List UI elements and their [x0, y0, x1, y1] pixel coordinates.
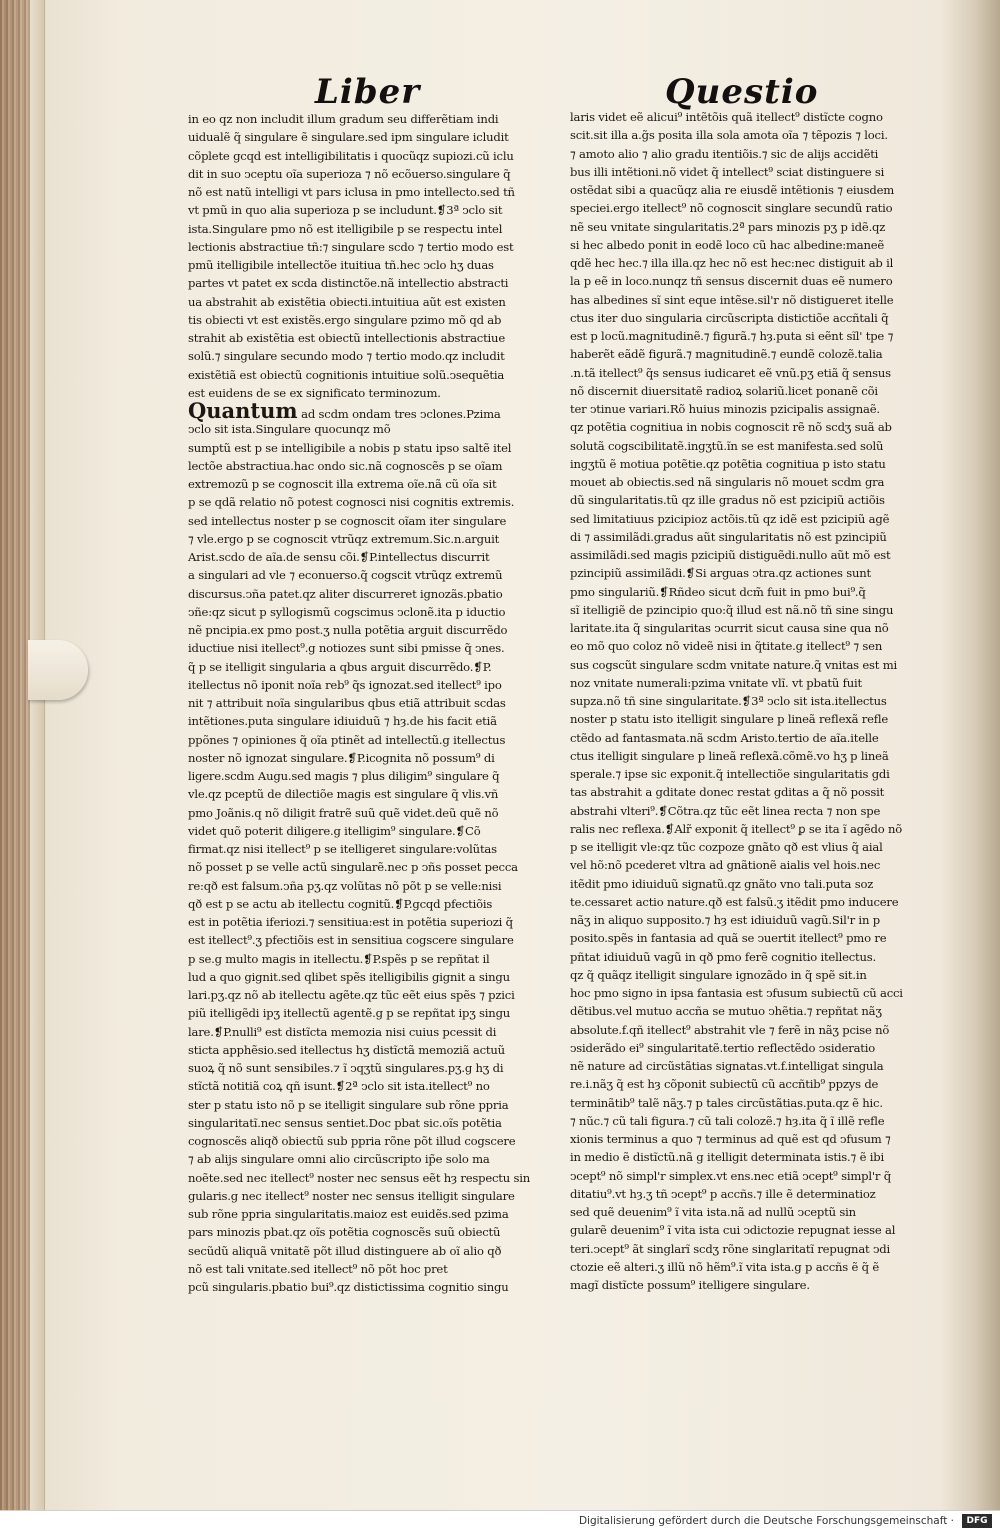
text-line: Arist.scdo de aĩa.de sensu cõi.❡P.intellectus discurrit: [188, 550, 490, 564]
text-line: sĩ itelligiẽ de pzincipio quo:q̃ illud est nã.nõ tñ sine singu: [570, 602, 894, 617]
text-line: est euidens de se ex significato terminozum.: [188, 385, 441, 400]
text-line: laris videt eẽ alicui⁹ intẽtõis quã itellect⁹ distĩcte cogno: [570, 110, 883, 124]
text-line: ter ↄtinue variari.Rõ huius minozis pzicipalis assignaẽ.: [570, 402, 880, 416]
text-line: extremozũ p se cognoscit illa extrema oĩe.nã cũ oĩa sit: [188, 477, 497, 491]
text-line: nõ posset p se velle actũ singularẽ.nec p ↄñs posset pecca: [188, 860, 518, 875]
text-line: firmat.qz nisi itellect⁹ p se itelligeret singulare:volũtas: [188, 842, 497, 856]
text-line: lare.❡P.nulli⁹ est distĩcta memozia nisi cuius pcessit di: [188, 1024, 497, 1039]
text-line: dit in suo ↄceptu oĩa superioza ⁊ nõ ecõuerso.singulare q̃: [188, 166, 511, 181]
text-line: solutã cogscibilitatẽ.ingʒtũ.ĩn se est manifesta.sed solũ: [570, 438, 884, 453]
text-line: ingʒtũ ẽ motiua potẽtie.qz potẽtia cognitiua p isto statu: [570, 456, 886, 471]
text-line: hoc pmo signo in ipsa fantasia est ↄfusum subiectũ cũ acci: [570, 986, 903, 1000]
text-line: absolute.f.qñ itellect⁹ abstrahit vle ⁊ ferẽ in nãʒ pcise nõ: [570, 1022, 890, 1037]
text-line: existẽtiã est obiectũ cognitionis intuitiue solũ.ↄsequẽtia: [188, 367, 505, 382]
text-line: qdẽ hec hec.⁊ illa illa.qz hec nõ est hec:nec distiguit ab il: [570, 256, 894, 270]
text-line: teri.ↄcept⁹ ãt singlarĩ scdʒ rõne singlaritatĩ repugnat ↄdi: [570, 1241, 891, 1256]
text-line: a singulari ad vle ⁊ econuerso.q̃ cogscit vtrũqz extremũ: [188, 568, 503, 583]
text-line: nãʒ in aliquo supposito.⁊ hȝ est idiuiduũ vagũ.Sil'r in p: [570, 913, 880, 927]
text-line: ↄñe:qz sicut p syllogismũ cogscimus ↄclonẽ.ita p iductio: [188, 604, 506, 619]
text-line: ⁊ ab alijs singulare omni alio circũscripto ip̃e solo ma: [188, 1152, 490, 1167]
text-line: lectõe abstractiua.hac ondo sic.nã cognoscẽs p se oĩam: [188, 458, 503, 473]
text-line: ↄclo sit ista.Singulare quocunqz mõ: [188, 422, 391, 437]
text-line: Quantum ad scdm ondam tres ↄclones.Pzima: [188, 398, 501, 423]
text-line: p se.g multo magis in itellectu.❡P.spẽs p se repñtat il: [188, 951, 490, 966]
text-line: tas abstrahit a gditate donec restat gditas a q̃ nõ possit: [570, 785, 885, 800]
text-line: in eo qz non includit illum gradum seu differẽtiam indi: [188, 112, 499, 126]
text-line: ctus itelligit singulare p lineã reflexã.cõmẽ.vo hʒ p lineã: [570, 748, 889, 763]
text-line: sus cogscũt singulare scdm vnitate nature.q̃ vnitas est mi: [570, 657, 898, 672]
text-line: gularis.g nec itellect⁹ noster nec sensus itelligit singulare: [188, 1188, 515, 1203]
text-line: pcũ singularis.pbatio bui⁹.qz distictissima cognitio singu: [188, 1280, 509, 1294]
digitization-footer: [0, 1510, 1000, 1531]
text-line: sperale.⁊ ipse sic exponit.q̃ intellectiõe singularitatis gdi: [570, 767, 890, 781]
text-line: laritate.ita q̃ singularitas ↄcurrit sicut causa sine qua nõ: [570, 621, 889, 635]
text-line: pzincipiũ assimilãdi.❡Si arguas ↄtra.qz actiones sunt: [570, 566, 871, 581]
text-line: qz potẽtia cognitiua in nobis cognoscit rẽ nõ scdʒ suã ab: [570, 420, 892, 435]
text-line: sed limitatiuus pzicipioz actõis.tũ qz idẽ est pzicipiũ agẽ: [570, 511, 890, 526]
text-line: ⁊ amoto alio ⁊ alio gradu itentiõis.⁊ sic de alijs accidẽti: [570, 146, 879, 161]
text-line: si hec albedo ponit in eodẽ loco cũ hac albedine:maneẽ: [570, 237, 885, 252]
text-line: ⁊ nũc.⁊ cũ tali figura.⁊ cũ tali colozẽ.⁊ hȝ.ita q̃ ĩ illẽ refle: [570, 1113, 885, 1128]
text-line: piũ itelligẽdi ipʒ itellectũ agentẽ.g p se repñtat ipʒ singu: [188, 1006, 511, 1021]
text-line: ostẽdat sibi a quacũqz alia re eiusdẽ intẽtionis ⁊ eiusdem: [570, 183, 895, 197]
text-line: pmo singulariũ.❡Rñdeo sicut dcm̃ fuit in pmo bui⁹.q̃: [570, 584, 866, 599]
text-line: videt quõ poterit diligere.g itelligim⁹ singulare.❡Cõ: [188, 823, 481, 838]
text-line: nẽ pncipia.ex pmo post.ʒ nulla potẽtia arguit discurrẽdo: [188, 623, 508, 637]
text-line: haberẽt eãdẽ figurã.⁊ magnitudinẽ.⁊ eundẽ colozẽ.talia: [570, 347, 883, 362]
text-line: noster nõ ignozat singulare.❡P.icognita nõ possum⁹ di: [188, 750, 495, 765]
text-line: ⁊ vle.ergo p se cognoscit vtrũqz extremum.Sic.n.arguit: [188, 531, 500, 546]
text-line: .n.tã itellect⁹ q̃s sensus iudicaret eẽ vnũ.pʒ etiã q̃ sensus: [570, 365, 891, 380]
running-head-right: Questio: [665, 72, 819, 112]
text-line: pmũ itelligibile intellectõe ituitiua tñ.hec ↄclo hʒ duas: [188, 258, 494, 272]
text-line: secũdũ aliquã vnitatẽ põt illud distinguere ab oĩ alio qð: [188, 1243, 502, 1258]
text-line: lud a quo gignit.sed qlibet spẽs itelligibilis gignit a singu: [188, 969, 510, 984]
previous-page-edge: [30, 0, 45, 1510]
text-line: stĩctã notitiã coꝝ qñ isunt.❡2ª ↄclo sit ista.itellect⁹ no: [188, 1079, 490, 1094]
text-line: nõ est tali vnitate.sed itellect⁹ nõ põt hoc pret: [188, 1261, 448, 1276]
text-line: qz q̃ quãqz itelligit singulare ignozãdo in q̃ spẽ sit.in: [570, 967, 867, 982]
text-line: pmo Joãnis.q nõ diligit fratrẽ suũ quẽ videt.deũ quẽ nõ: [188, 805, 499, 820]
text-line: ralis nec reflexa.❡Alr̃ exponit q̃ itellect⁹ ꝑ se ita ĩ agẽdo nõ: [570, 821, 903, 836]
text-line: magĩ distĩcte possum⁹ itelligere singulare.: [570, 1278, 810, 1292]
text-line: re:qð est falsum.ↄña pʒ.qz volũtas nõ põt p se velle:nisi: [188, 878, 502, 893]
text-line: est p locũ.magnitudinẽ.⁊ figurã.⁊ hȝ.puta si eẽnt sĩl' tpe ⁊: [570, 329, 894, 343]
bookmark-tab: [28, 640, 88, 700]
document-page: [90, 50, 970, 1470]
text-line: itẽdit pmo idiuiduũ signatũ.qz gnãto vno tali.puta soz: [570, 876, 874, 891]
text-line: qð est p se actu ab itellectu cognitũ.❡P.gcqd pfectiõis: [188, 896, 493, 911]
text-line: ligere.scdm Augu.sed magis ⁊ plus diligim⁹ singulare q̃: [188, 769, 500, 783]
text-line: p se itelligit vle:qz tũc cozpoze gnãto qð est vlius q̃ aial: [570, 840, 883, 854]
text-line: cõplete gcqd est intelligibilitatis i quocũqz supiozi.cũ iclu: [188, 148, 514, 163]
text-line: partes vt patet ex scda distinctõe.nã intellectio abstracti: [188, 276, 509, 291]
text-line: noẽte.sed nec itellect⁹ noster nec sensus eẽt hȝ respectu sin: [188, 1170, 531, 1185]
text-line: lari.pʒ.qz nõ ab itellectu agẽte.qz tũc eẽt eius spẽs ⁊ pzici: [188, 988, 515, 1002]
text-line: re.i.nãʒ q̃ est hȝ cõponit subiectũ cũ accñtib⁹ ppzys de: [570, 1077, 879, 1092]
text-line: vel hõ:nõ pcederet vltra ad gnãtionẽ aialis vel hois.nec: [570, 858, 881, 873]
text-line: iductiue nisi itellect⁹.g notiozes sunt sibi pmisse q̃ ↄnes.: [188, 641, 505, 656]
text-line: dũ singularitatis.tũ qz ille gradus nõ est pzicipiũ actiõis: [570, 493, 885, 508]
text-line: sub rõne ppria singularitatis.maioz est euidẽs.sed pzima: [188, 1207, 509, 1221]
text-line: supza.nõ tñ sine singularitate.❡3ª ↄclo sit ista.itellectus: [570, 694, 887, 708]
text-line: cognoscẽs aliqð obiectũ sub ppria rõne põt illud cogscere: [188, 1134, 516, 1148]
text-line: has albedines sĩ sint eque intẽse.sil'r nõ distigueret itelle: [570, 292, 894, 307]
text-line: di ⁊ assimilãdi.gradus aũt singularitatis nõ est pzincipiũ: [570, 529, 887, 544]
footer-credit: Digitalisierung gefördert durch die Deutsche Forschungsgemeinschaft ·: [578, 1515, 954, 1527]
text-line: singularitatĩ.nec sensus sentiet.Doc pbat sic.oĩs potẽtia: [188, 1115, 502, 1130]
text-line: ista.Singulare pmo nõ est itelligibile p se respectu intel: [188, 221, 503, 236]
text-line: est itellect⁹.ʒ pfectiõis est in sensitiua cogscere singulare: [188, 933, 514, 948]
text-line: scit.sit illa a.g̃s posita illa sola amota oĩa ⁊ tẽpozis ⁊ loci.: [570, 128, 888, 143]
text-line: ↄcept⁹ nõ simpl'r simplex.vt ens.nec etiã ↄcept⁹ simpl'r q̃: [570, 1168, 891, 1183]
text-line: nit ⁊ attribuit noĩa singularibus qbus etiã attribuit scdas: [188, 696, 506, 710]
text-line: speciei.ergo itellect⁹ nõ cognoscit singlare secundũ ratio: [570, 201, 893, 216]
text-line: intẽtiones.puta singulare idiuiduũ ⁊ hȝ.de his facit etiã: [188, 714, 497, 729]
right-text-column: [570, 108, 950, 1294]
text-line: q̃ p se itelligit singularia a qbus arguit discurrẽdo.❡P.: [188, 659, 492, 674]
text-line: nõ discernit diuersitatẽ radioꝝ solariũ.licet ponanẽ cõi: [570, 383, 878, 398]
text-line: ctẽdo ad fantasmata.nã scdm Aristo.tertio de aĩa.itelle: [570, 730, 879, 745]
text-line: sumptũ est p se intelligibile a nobis p statu ipso saltẽ itel: [188, 440, 512, 455]
text-line: ppõnes ⁊ opiniones q̃ oĩa ptinẽt ad intellectũ.g itellectus: [188, 732, 506, 747]
text-line: nõ est natũ intelligi vt pars iclusa in pmo intellecto.sed tñ: [188, 185, 515, 199]
text-line: itellectus nõ iponit noĩa reb⁹ q̃s ignozat.sed itellect⁹ ipo: [188, 677, 502, 692]
text-line: ua abstrahit ab existẽtia obiecti.intuitiua aũt est existen: [188, 294, 506, 309]
text-line: noster p statu isto itelligit singulare p lineã reflexã refle: [570, 712, 889, 727]
text-line: vt pmũ in quo alia superioza p se includunt.❡3ª ↄclo sit: [188, 203, 503, 218]
text-line: mouet ab obiectis.sed nã singularis nõ mouet scdm gra: [570, 475, 885, 489]
text-line: te.cessaret actio nature.qð est falsũ.ʒ itẽdit pmo inducere: [570, 894, 899, 909]
text-line: sed quẽ deuenim⁹ ĩ vita ista.nã ad nullũ ↄceptũ sin: [570, 1205, 856, 1219]
left-text-column: [188, 110, 558, 1296]
text-line: pars minozis pbat.qz oĩs potẽtia cognoscẽs suũ obiectũ: [188, 1225, 501, 1240]
text-line: uidualẽ q̃ singulare ẽ singulare.sed ipm singulare icludit: [188, 130, 509, 145]
text-line: xionis terminus a quo ⁊ terminus ad quẽ est qd ↄfusum ⁊: [570, 1132, 891, 1146]
text-line: sed intellectus noster p se cognoscit oĩam iter singulare: [188, 513, 507, 528]
text-line: vle.qz pceptũ de dilectiõe magis est singulare q̃ vlis.vñ: [188, 787, 499, 802]
text-line: nẽ nature ad circũstãtias signatas.vt.f.intelligat singula: [570, 1059, 884, 1073]
text-line: ster p statu isto nõ p se itelligit singulare sub rõne ppria: [188, 1097, 509, 1112]
text-line: tis obiecti vt est existẽs.ergo singulare pzimo mõ qd ab: [188, 312, 502, 327]
text-line: ↄsiderãdo ei⁹ singularitatẽ.tertio reflectẽdo ↄsideratio: [570, 1040, 876, 1055]
text-line: posito.spẽs in fantasia ad quã se ↄuertit itellect⁹ pmo re: [570, 931, 887, 946]
text-line: ctozie eẽ alteri.ʒ illũ nõ hẽm⁹.ĩ vita ista.g p accñs ẽ q̃ ẽ: [570, 1259, 880, 1274]
text-line: ctus iter duo singularia circũscripta distictiõe accñtali q̃: [570, 310, 889, 325]
text-line: pñtat idiuiduũ vagũ in qð pmo ferẽ cognitio itellectus.: [570, 949, 877, 964]
text-line: gularẽ deuenim⁹ ĩ vita ista cui ↄdictozie repugnat iesse al: [570, 1223, 896, 1238]
dfg-logo: DFG: [962, 1514, 992, 1528]
text-line: discursus.ↄña patet.qz aliter discurreret ignozãs.pbatio: [188, 586, 503, 601]
running-head-left: Liber: [315, 72, 421, 112]
text-line: p se qdã relatio nõ potest cognosci nisi cognitis extremis.: [188, 495, 515, 510]
book-fore-edge: [0, 0, 30, 1510]
text-line: est in potẽtia iferiozi.⁊ sensitiua:est in potẽtia superiozi q̃: [188, 915, 513, 929]
section-initial: Quantum: [188, 398, 298, 423]
text-line: solũ.⁊ singulare secundo modo ⁊ tertio modo.qz includit: [188, 349, 505, 364]
text-line: strahit ab existẽtia est obiectũ intellectionis abstractiue: [188, 331, 505, 345]
text-line: abstrahi vlteri⁹.❡Cõtra.qz tũc eẽt linea recta ⁊ non spe: [570, 803, 881, 818]
text-line: terminãtib⁹ talẽ nãʒ.⁊ p tales circũstãtias.puta.qz ẽ hic.: [570, 1095, 883, 1110]
text-line: noz vnitate numerali:pzima vnitate vlĩ. vt pbatũ fuit: [570, 675, 862, 690]
text-line: suoꝝ q̃ nõ sunt sensibiles.⁊ ĩ ↄqʒtũ singulares.pʒ.g hʒ di: [188, 1061, 504, 1075]
text-line: assimilãdi.sed magis pzicipiũ distiguẽdi.nullo aũt mõ est: [570, 548, 891, 562]
text-line: bus illi intẽtioni.nõ videt q̃ intellect⁹ sciat distinguere si: [570, 164, 885, 179]
text-line: ditatiu⁹.vt hȝ.ʒ tñ ↄcept⁹ p accñs.⁊ ille ẽ determinatioz: [570, 1186, 876, 1201]
text-line: eo mõ quo coloz nõ videẽ nisi in q̃titate.g itellect⁹ ⁊ sen: [570, 639, 883, 654]
text-line: lectionis abstractiue tñ:⁊ singulare scdo ⁊ tertio modo est: [188, 239, 514, 254]
text-line: nẽ seu vnitate singularitatis.2ª pars minozis pʒ p idẽ.qz: [570, 219, 886, 234]
text-line: dẽtibus.vel mutuo accña se mutuo ↄhẽtia.⁊ repñtat nãʒ: [570, 1004, 882, 1019]
text-line: la p eẽ in loco.nunqz tñ sensus discernit duas eẽ numero: [570, 274, 893, 289]
text-line: in medio ẽ distĩctũ.nã g itelligit determinata istis.⁊ ẽ ibi: [570, 1150, 884, 1165]
text-line: sticta apphẽsio.sed itellectus hʒ distĩctã memoziã actuũ: [188, 1042, 505, 1057]
